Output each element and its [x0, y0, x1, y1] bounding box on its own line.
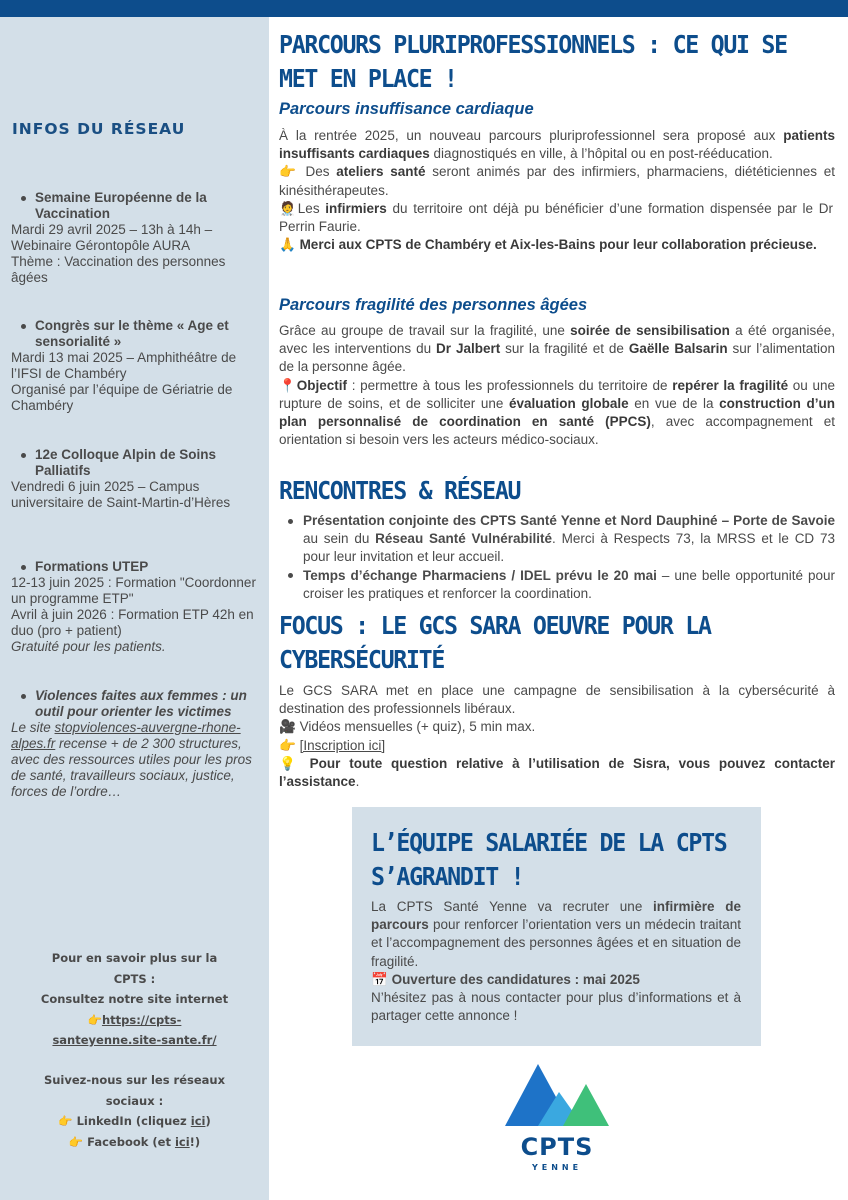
paragraph: 🎥 Vidéos mensuelles (+ quiz), 5 min max.	[279, 719, 536, 735]
event-line: Webinaire Gérontopôle AURA	[11, 238, 191, 253]
list-item: Temps d’échange Pharmaciens / IDEL prévu le 20 mai – une belle opportunité pour croiser les pratiques et renforcer la coordination.	[279, 567, 835, 603]
facebook-link[interactable]: ici	[174, 1134, 190, 1149]
pointing-hand-icon: 👉	[87, 1012, 102, 1027]
footer-text: CPTS :	[113, 971, 156, 986]
logo-subtitle: YENNE	[531, 1163, 583, 1172]
box-text	[371, 898, 741, 1025]
pointing-hand-icon: 👉	[279, 737, 296, 753]
event-description	[11, 720, 261, 800]
footer-text: Pour en savoir plus sur la	[51, 951, 218, 965]
section-title-pathways	[279, 28, 837, 96]
paragraph: La CPTS Santé Yenne va recruter une infirmière de parcours pour renforcer l’orientation vers un médecin traitant et l’accompagnement des personnes âgées et en situation de fragilité.	[371, 899, 742, 969]
title-line: CYBERSÉCURITÉ	[279, 645, 445, 674]
website-link[interactable]: https://cpts-	[101, 1012, 182, 1027]
section-title-meetings: RENCONTRES & RÉSEAU	[279, 476, 521, 505]
website-line	[0, 1010, 269, 1031]
paragraph: Grâce au groupe de travail sur la fragilité, une soirée de sensibilisation a été organisée, avec les interventions du Dr Jalbert sur la fragilité et de Gaëlle Balsarin sur l’alimentation de la personne âgée.	[279, 323, 836, 375]
event-line: Organisé par l’équipe de Gériatrie de Chambéry	[11, 382, 233, 413]
sidebar-heading: INFOS DU RÉSEAU	[12, 120, 186, 138]
event-title: 12e Colloque Alpin de Soins Palliatifs	[11, 447, 261, 479]
title-line: S’AGRANDIT !	[371, 862, 524, 891]
paragraph: 🙏 Merci aux CPTS de Chambéry et Aix-les-Bains pour leur collaboration précieuse.	[279, 237, 817, 253]
event-vaccination-week	[11, 190, 261, 286]
title-line: L’ÉQUIPE SALARIÉE DE LA CPTS	[371, 828, 727, 857]
event-title: Formations UTEP	[11, 559, 261, 575]
paragraph	[279, 737, 835, 755]
list-item: Présentation conjointe des CPTS Santé Yenne et Nord Dauphiné – Porte de Savoie au sein du Réseau Santé Vulnérabilité. Merci à Respects 73, la MRSS et le CD 73 pour leur invitation et leur accueil.	[279, 512, 835, 567]
title-line: FOCUS : LE GCS SARA OEUVRE POUR LA	[279, 611, 711, 640]
paragraph: 🧑‍⚕️Les infirmiers du territoire ont déjà pu bénéficier d’une formation dispensée par le Dr Perrin Faurie.	[279, 200, 834, 235]
event-line: Avril à juin 2026 : Formation ETP 42h en duo (pro + patient)	[11, 607, 254, 638]
pin-icon: 📍	[279, 377, 297, 393]
paragraph: Le GCS SARA met en place une campagne de sensibilisation à la cybersécurité à destination des professionnels libéraux.	[279, 683, 835, 717]
logo-mountain-right	[563, 1084, 609, 1126]
health-worker-icon: 🧑‍⚕️	[279, 200, 298, 216]
pointing-hand-icon: 👉	[279, 164, 299, 180]
heart-failure-text	[279, 127, 835, 254]
sidebar-footer-website	[0, 948, 269, 1051]
event-title: Semaine Européenne de la Vaccination	[11, 190, 261, 222]
paragraph: À la rentrée 2025, un nouveau parcours pluriprofessionnel sera proposé aux patients insuffisants cardiaques diagnostiqués en ville, à l’hôpital ou en post-rééducation.	[279, 128, 835, 162]
light-bulb-icon: 💡	[279, 755, 301, 771]
calendar-icon: 📅	[371, 971, 388, 987]
event-line: Thème : Vaccination des personnes âgées	[11, 254, 226, 285]
cybersecurity-text	[279, 682, 835, 791]
footer-text: )	[205, 1114, 211, 1128]
event-text: Le site	[11, 720, 55, 735]
logo-name: CPTS	[520, 1133, 594, 1161]
footer-text: Consultez notre site internet	[40, 992, 229, 1006]
registration-link[interactable]: [Inscription ici]	[299, 737, 386, 753]
linkedin-link[interactable]: ici	[190, 1114, 206, 1128]
event-utep-trainings	[11, 559, 261, 655]
website-line	[0, 1030, 269, 1051]
paragraph: 📅 Ouverture des candidatures : mai 2025	[371, 971, 640, 987]
subtitle-frailty: Parcours fragilité des personnes âgées	[279, 296, 588, 314]
paragraph: N’hésitez pas à nous contacter pour plus d’informations et à partager cette annonce !	[371, 990, 741, 1024]
title-line: MET EN PLACE !	[279, 64, 457, 93]
box-title	[371, 826, 762, 894]
paragraph: 💡 Pour toute question relative à l’utilisation de Sisra, vous pouvez contacter l’assistance.	[279, 755, 835, 790]
section-title-cybersecurity	[279, 609, 837, 677]
event-text: recense + de 2 300 structures, avec des ressources utiles pour les pros de santé, travailleurs sociaux, justice, forces de l’ordre…	[11, 736, 252, 799]
footer-text: Suivez-nous sur les réseaux	[43, 1073, 226, 1087]
event-line: Vendredi 6 juin 2025 – Campus universitaire de Saint-Martin-d’Hères	[11, 479, 231, 510]
event-line: 12-13 juin 2025 : Formation "Coordonner un programme ETP"	[11, 575, 256, 606]
event-violence-women	[11, 688, 261, 800]
event-title: Congrès sur le thème « Age et sensorialité »	[11, 318, 261, 350]
footer-text: 👉 LinkedIn (cliquez	[58, 1114, 191, 1128]
paragraph: 👉 Des ateliers santé seront animés par des infirmiers, pharmaciens, diététiciennes et kinésithérapeutes.	[279, 164, 836, 198]
facebook-line	[0, 1132, 269, 1153]
event-title: Violences faites aux femmes : un outil pour orienter les victimes	[11, 688, 261, 720]
footer-text: !)	[189, 1134, 201, 1149]
event-line: Mardi 13 mai 2025 – Amphithéâtre de l’IFSI de Chambéry	[11, 350, 237, 381]
event-line: Mardi 29 avril 2025 – 13h à 14h –	[11, 222, 213, 237]
footer-text: 👉 Facebook (et	[68, 1134, 175, 1149]
event-congress-sensoriality	[11, 318, 261, 414]
event-line: Gratuité pour les patients.	[11, 639, 166, 654]
praying-hands-icon: 🙏	[279, 237, 296, 253]
website-link[interactable]: santeyenne.site-sante.fr/	[52, 1033, 217, 1047]
footer-text: sociaux :	[105, 1093, 164, 1108]
paragraph: 📍Objectif : permettre à tous les professionnels du territoire de repérer la fragilité ou une rupture de soins, et de solliciter une évaluation globale en vue de la construction d’un plan personnalisé de coordination en santé (PPCS), avec accompagnement et orientation si besoin vers les acteurs médico-sociaux.	[279, 377, 836, 448]
subtitle-heart-failure: Parcours insuffisance cardiaque	[279, 100, 534, 118]
video-camera-icon: 🎥	[279, 719, 296, 735]
frailty-text	[279, 322, 835, 449]
meetings-list	[279, 512, 835, 603]
linkedin-line	[0, 1111, 269, 1132]
event-palliative-colloquium	[11, 447, 261, 511]
top-banner-bar	[0, 0, 848, 17]
title-line: PARCOURS PLURIPROFESSIONNELS : CE QUI SE	[279, 30, 787, 59]
violence-site-link[interactable]: stopviolences-auvergne-rhone-alpes.fr	[11, 720, 241, 751]
sidebar-footer-social	[0, 1070, 269, 1152]
